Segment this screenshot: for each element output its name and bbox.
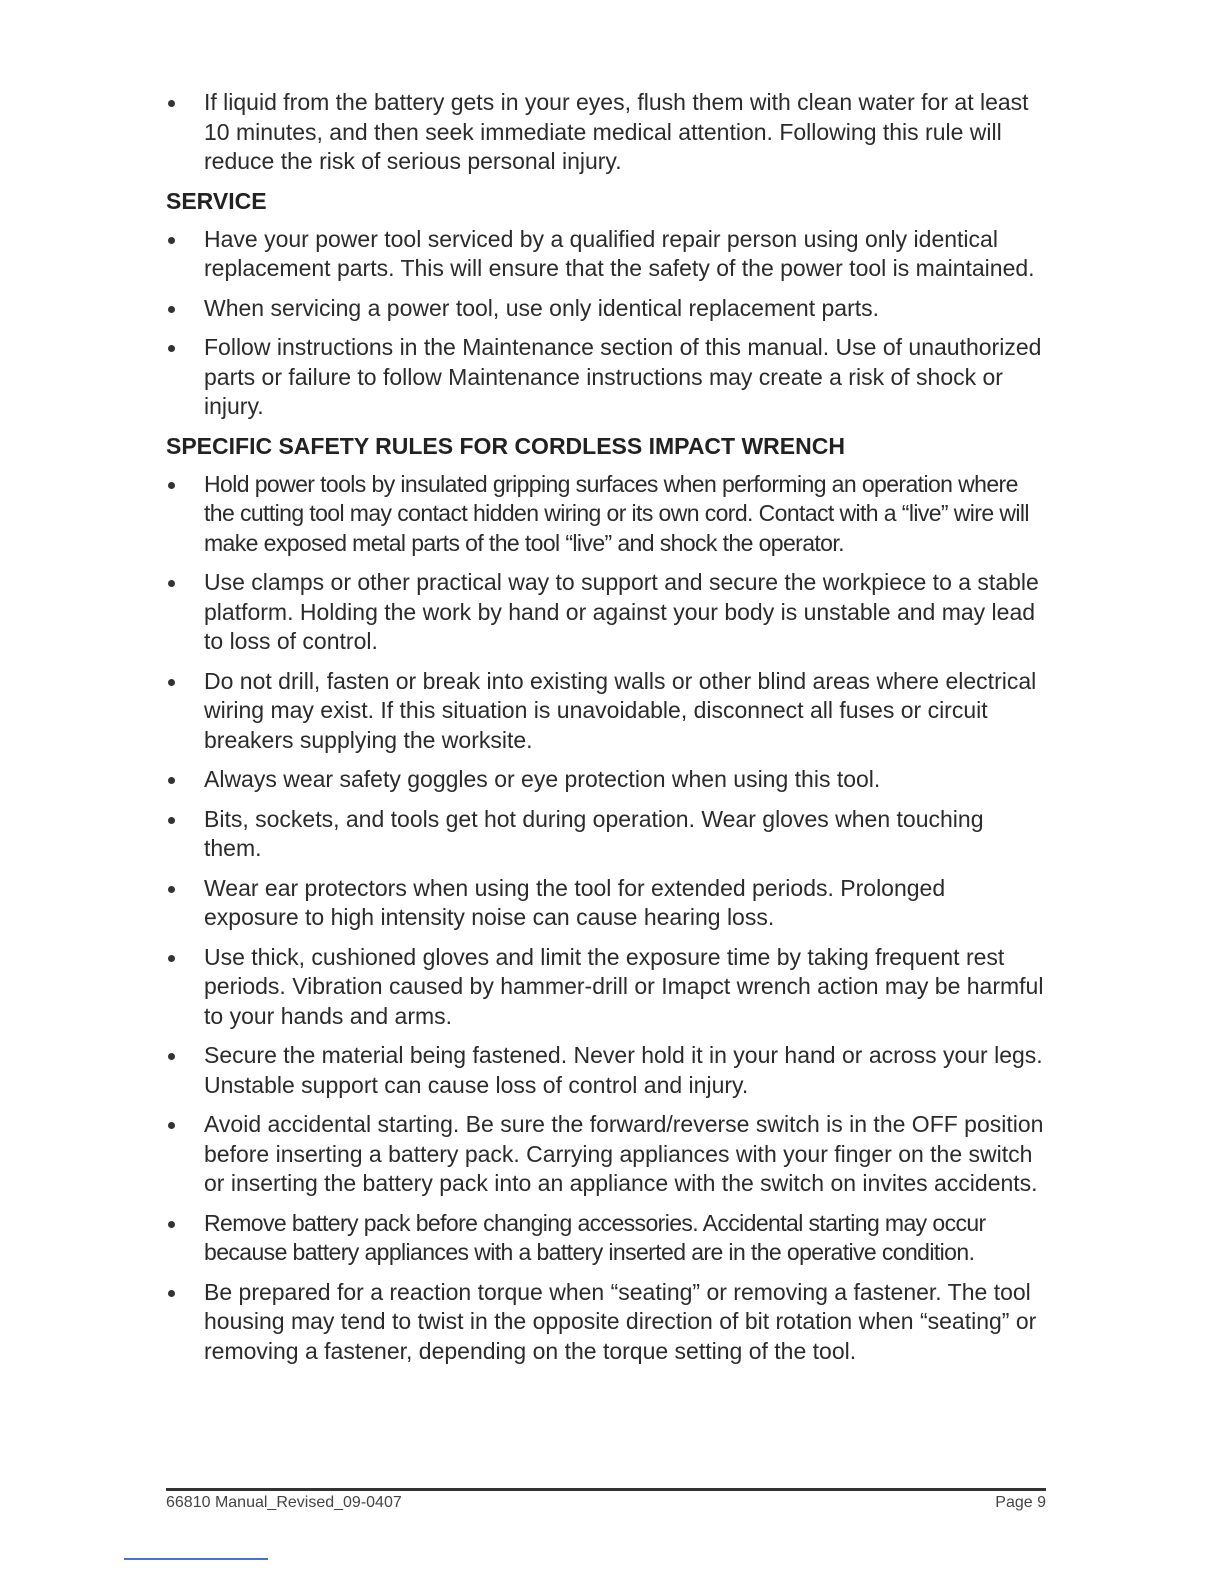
bullet-icon bbox=[168, 1122, 175, 1129]
list-item: Secure the material being fastened. Never hold it in your hand or across your legs. Unstable support can cause loss of control and injury. bbox=[166, 1041, 1046, 1100]
bullet-icon bbox=[168, 679, 175, 686]
list-item: Wear ear protectors when using the tool for extended periods. Prolonged exposure to high intensity noise can cause hearing loss. bbox=[166, 874, 1046, 933]
manual-page bbox=[166, 88, 1046, 1376]
bullet-icon bbox=[168, 1221, 175, 1228]
intro-list bbox=[166, 88, 1046, 177]
bullet-icon bbox=[168, 345, 175, 352]
bullet-icon bbox=[168, 817, 175, 824]
document-id: 66810 Manual_Revised_09-0407 bbox=[166, 1494, 402, 1511]
bullet-icon bbox=[168, 100, 175, 107]
list-item: Have your power tool serviced by a qualified repair person using only identical replacement parts. This will ensure that the safety of the power tool is maintained. bbox=[166, 225, 1046, 284]
scan-artifact-line bbox=[124, 1558, 268, 1560]
bullet-icon bbox=[168, 777, 175, 784]
page-footer bbox=[166, 1494, 1046, 1512]
list-item: Be prepared for a reaction torque when “seating” or removing a fastener. The tool housing may tend to twist in the opposite direction of bit rotation when “seating” or removing a fastener, depending on the torque setting of the tool. bbox=[166, 1278, 1046, 1367]
list-item: When servicing a power tool, use only identical replacement parts. bbox=[166, 294, 1046, 324]
list-item: Bits, sockets, and tools get hot during operation. Wear gloves when touching them. bbox=[166, 805, 1046, 864]
bullet-icon bbox=[168, 482, 175, 489]
specific-rules-list bbox=[166, 470, 1046, 1367]
bullet-icon bbox=[168, 306, 175, 313]
bullet-icon bbox=[168, 955, 175, 962]
list-item: Use thick, cushioned gloves and limit the exposure time by taking frequent rest periods. Vibration caused by hammer-drill or Imapct wrench action may be harmful to your hands and arms. bbox=[166, 943, 1046, 1032]
bullet-icon bbox=[168, 580, 175, 587]
list-item: Remove battery pack before changing accessories. Accidental starting may occur because battery appliances with a battery inserted are in the operative condition. bbox=[166, 1209, 1046, 1268]
footer-divider bbox=[166, 1488, 1046, 1491]
list-item: Avoid accidental starting. Be sure the forward/reverse switch is in the OFF position before inserting a battery pack. Carrying appliances with your finger on the switch or inserting the battery pack into an appliance with the switch on invites accidents. bbox=[166, 1110, 1046, 1199]
list-item: Always wear safety goggles or eye protection when using this tool. bbox=[166, 765, 1046, 795]
list-item: Use clamps or other practical way to support and secure the workpiece to a stable platform. Holding the work by hand or against your body is unstable and may lead to loss of control. bbox=[166, 568, 1046, 657]
service-heading: SERVICE bbox=[166, 187, 267, 214]
bullet-icon bbox=[168, 1290, 175, 1297]
list-item: Hold power tools by insulated gripping surfaces when performing an operation where the cutting tool may contact hidden wiring or its own cord. Contact with a “live” wire will make exposed metal parts of the tool “live” and shock the operator. bbox=[166, 470, 1046, 559]
bullet-icon bbox=[168, 886, 175, 893]
list-item: Follow instructions in the Maintenance section of this manual. Use of unauthorized parts or failure to follow Maintenance instructions may create a risk of shock or injury. bbox=[166, 333, 1046, 422]
page-number: Page 9 bbox=[995, 1494, 1046, 1511]
list-item: If liquid from the battery gets in your eyes, flush them with clean water for at least 10 minutes, and then seek immediate medical attention. Following this rule will reduce the risk of serious personal injury. bbox=[166, 88, 1046, 177]
bullet-icon bbox=[168, 1053, 175, 1060]
list-item: Do not drill, fasten or break into existing walls or other blind areas where electrical wiring may exist. If this situation is unavoidable, disconnect all fuses or circuit breakers supplying the worksite. bbox=[166, 667, 1046, 756]
service-list bbox=[166, 225, 1046, 422]
bullet-icon bbox=[168, 237, 175, 244]
specific-rules-heading: SPECIFIC SAFETY RULES FOR CORDLESS IMPACT WRENCH bbox=[166, 432, 845, 459]
